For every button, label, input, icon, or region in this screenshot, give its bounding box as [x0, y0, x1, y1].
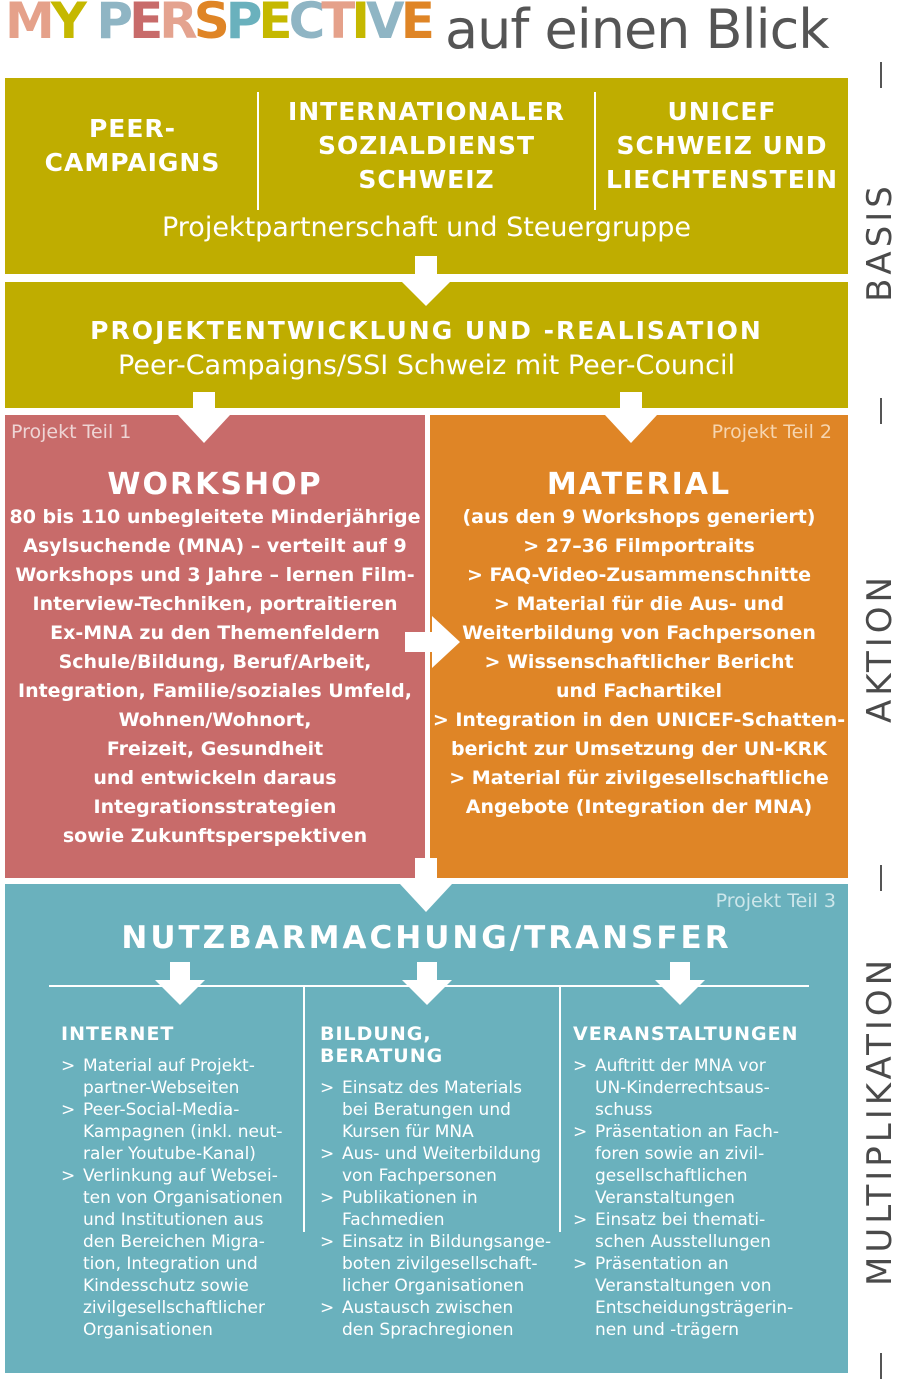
page-subtitle: auf einen Blick: [445, 0, 829, 61]
logo-letter: C: [288, 0, 322, 50]
body-line: Wohnen/Wohnort,: [118, 709, 312, 731]
arrow-down-icon: [178, 415, 230, 443]
list-item: > Peer-Social-Media- Kampagnen (inkl. neut- raler Youtube-Kanal): [61, 1099, 293, 1165]
material-title: MATERIAL: [546, 467, 732, 502]
body-line: Freizeit, Gesundheit: [106, 738, 324, 760]
column-title: VERANSTALTUNGEN: [573, 1023, 799, 1045]
list-item: > Einsatz in Bildungsange- boten zivilgesellschaft- licher Organisationen: [320, 1231, 552, 1297]
arrow-shaft: [405, 632, 433, 652]
logo-letter: I: [351, 0, 366, 50]
body-line: > Material für die Aus- und: [493, 593, 785, 615]
header: [5, 0, 895, 66]
arrow-shaft: [670, 962, 690, 982]
body-line: Interview-Techniken, portraitieren: [32, 593, 398, 615]
body-line: Weiterbildung von Fachpersonen: [462, 622, 816, 644]
body-line: > Wissenschaftlicher Bericht: [484, 651, 794, 673]
logo-letter: E: [258, 0, 289, 50]
logo-letter: E: [400, 0, 431, 50]
arrow-shaft: [193, 392, 215, 416]
development-subtitle: Peer-Campaigns/SSI Schweiz mit Peer-Council: [118, 350, 735, 381]
body-line: und entwickeln daraus: [93, 767, 337, 789]
column-title: INTERNET: [61, 1023, 175, 1045]
workshop-box: [5, 415, 425, 878]
transfer-column-bildung: [320, 1023, 552, 1341]
logo-letter: P: [225, 0, 259, 50]
section-tick: [880, 1353, 882, 1379]
body-line: Angebote (Integration der MNA): [465, 796, 813, 818]
side-label-aktion: AKTION: [860, 573, 900, 723]
material-box: [430, 415, 848, 878]
list-item: > Verlinkung auf Websei- ten von Organisationen und Institutionen aus den Bereichen Migra- tion, Integration und Kindesschutz sowie zivilgesellschaftlicher Organisationen: [61, 1165, 293, 1341]
logo-letter: Y: [50, 0, 83, 50]
logo-letter: M: [5, 0, 51, 50]
body-line: und Fachartikel: [555, 680, 723, 702]
logo-letter: S: [193, 0, 226, 50]
list-item: > Einsatz des Materials bei Beratungen und Kursen für MNA: [320, 1077, 552, 1143]
list-item: > Austausch zwischen den Sprachregionen: [320, 1297, 552, 1341]
part-label: Projekt Teil 2: [711, 421, 832, 443]
body-line: Asylsuchende (MNA) – verteilt auf 9: [23, 535, 407, 557]
logo-letter: E: [129, 0, 160, 50]
list-item: > Material auf Projekt- partner-Webseiten: [61, 1055, 293, 1099]
part-label: Projekt Teil 3: [715, 890, 836, 912]
list-item: > Publikationen in Fachmedien: [320, 1187, 552, 1231]
section-tick: [880, 398, 882, 424]
arrow-down-icon: [655, 980, 705, 1005]
partners-caption: Projektpartnerschaft und Steuergruppe: [161, 212, 691, 243]
material-body: [430, 503, 848, 822]
body-line: Integration, Familie/soziales Umfeld,: [18, 680, 412, 702]
body-line: Schule/Bildung, Beruf/Arbeit,: [58, 651, 372, 673]
logo-letter: R: [159, 0, 194, 50]
list-item: > Präsentation an Fach- foren sowie an zivil- gesellschaftlichen Veranstaltungen: [573, 1121, 813, 1209]
body-line: Workshops und 3 Jahre – lernen Film-: [15, 564, 415, 586]
list-item: > Einsatz bei themati- schen Ausstellungen: [573, 1209, 813, 1253]
arrow-shaft: [170, 962, 190, 982]
arrow-down-icon: [402, 980, 452, 1005]
body-line: > FAQ-Video-Zusammenschnitte: [467, 564, 811, 586]
logo: [5, 0, 431, 50]
arrow-shaft: [417, 962, 437, 982]
list-item: > Auftritt der MNA vor UN-Kinderrechtsaus- schuss: [573, 1055, 813, 1121]
body-line: 80 bis 110 unbegleitete Minderjährige: [9, 506, 421, 528]
transfer-box: [5, 884, 848, 1373]
arrow-down-icon: [155, 980, 205, 1005]
partner-unicef: UNICEF SCHWEIZ UND LIECHTENSTEIN: [606, 97, 838, 194]
column-divider: [559, 986, 561, 1232]
column-title: BILDUNG, BERATUNG: [320, 1023, 444, 1067]
arrow-down-icon: [400, 884, 452, 912]
transfer-column-internet: [61, 1023, 293, 1341]
body-line: > Material für zivilgesellschaftliche: [449, 767, 829, 789]
column-divider: [303, 986, 305, 1232]
body-line: (aus den 9 Workshops generiert): [462, 506, 816, 528]
part-label: Projekt Teil 1: [11, 421, 132, 443]
logo-letter: P: [96, 0, 130, 50]
list-item: > Aus- und Weiterbildung von Fachpersonen: [320, 1143, 552, 1187]
arrow-down-icon: [605, 415, 657, 443]
logo-letter: T: [321, 0, 352, 50]
section-tick: [880, 62, 882, 88]
logo-letter: [83, 0, 96, 50]
body-line: Integrationsstrategien: [93, 796, 337, 818]
partner-peer-campaigns: PEER- CAMPAIGNS: [44, 114, 221, 177]
arrow-shaft: [415, 858, 437, 886]
partners-box: [5, 78, 848, 274]
side-label-multiplikation: MULTIPLIKATION: [860, 955, 900, 1286]
arrow-right-icon: [432, 616, 460, 668]
workshop-body: [5, 503, 425, 851]
body-line: bericht zur Umsetzung der UN-KRK: [450, 738, 828, 760]
side-label-basis: BASIS: [860, 182, 900, 302]
transfer-column-veranstaltungen: [573, 1023, 813, 1341]
body-line: > 27–36 Filmportraits: [523, 535, 755, 557]
body-line: sowie Zukunftsperspektiven: [62, 825, 368, 847]
logo-letter: V: [365, 0, 401, 50]
workshop-title: WORKSHOP: [107, 467, 323, 502]
body-line: > Integration in den UNICEF-Schatten-: [432, 709, 846, 731]
partner-ssi: INTERNATIONALER SOZIALDIENST SCHWEIZ: [287, 97, 566, 194]
section-tick: [880, 865, 882, 891]
list-item: > Präsentation an Veranstaltungen von Entscheidungsträgerin- nen und -trägern: [573, 1253, 813, 1341]
arrow-down-icon: [400, 280, 452, 306]
development-title: PROJEKTENTWICKLUNG UND -REALISATION: [90, 316, 763, 345]
arrow-shaft: [415, 256, 437, 282]
arrow-shaft: [620, 392, 642, 416]
transfer-title: NUTZBARMACHUNG/TRANSFER: [121, 920, 732, 956]
body-line: Ex-MNA zu den Themenfeldern: [50, 622, 380, 644]
